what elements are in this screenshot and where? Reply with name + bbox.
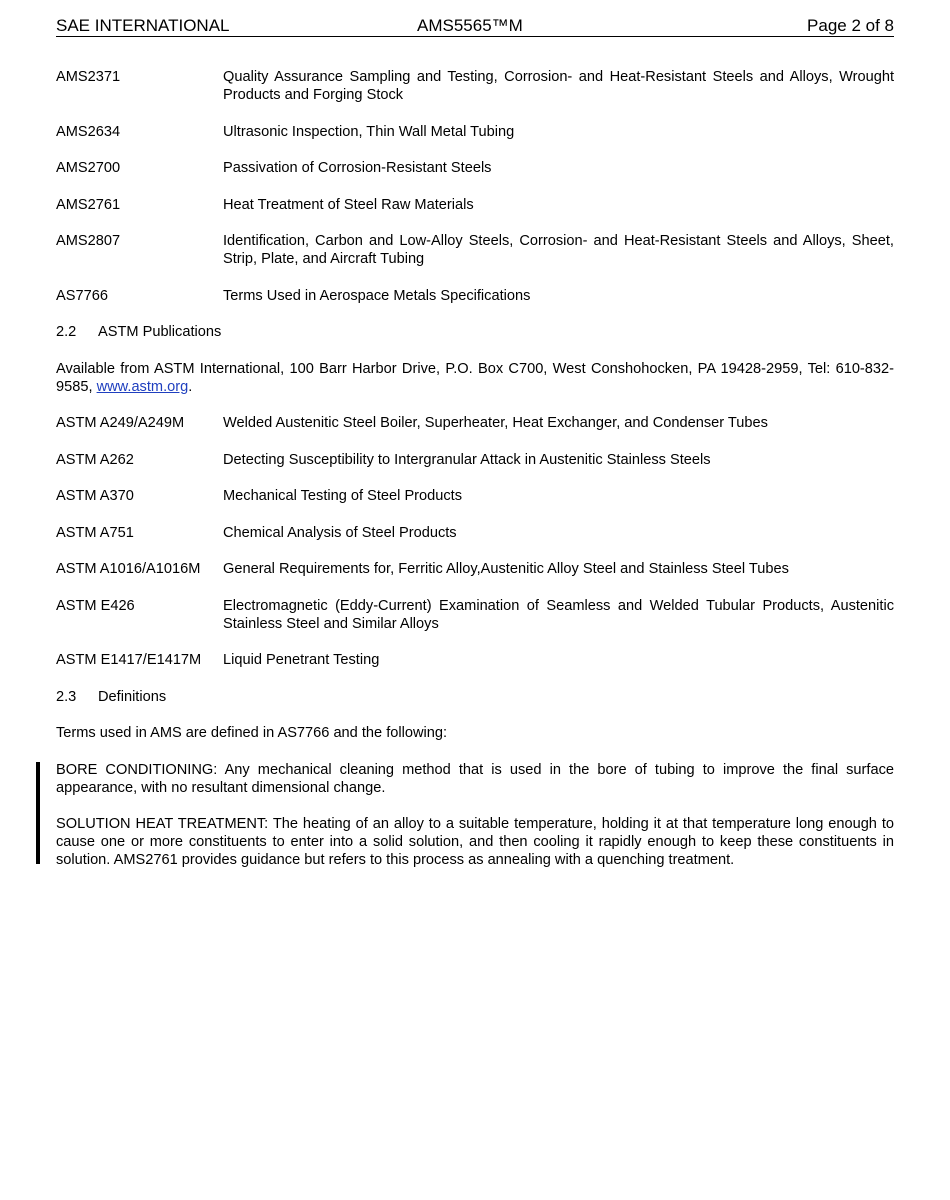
reference-code: AMS2634	[56, 123, 121, 140]
reference-code: AMS2807	[56, 233, 121, 249]
reference-item	[56, 651, 894, 669]
reference-code: AMS2371	[56, 69, 121, 85]
reference-title: Heat Treatment of Steel Raw Materials	[223, 196, 474, 213]
reference-item	[56, 414, 894, 432]
reference-title: Ultrasonic Inspection, Thin Wall Metal Tubing	[223, 123, 515, 140]
reference-title: Liquid Penetrant Testing	[223, 652, 380, 668]
reference-code: AMS2700	[56, 160, 121, 176]
section-number: 2.3	[56, 688, 77, 705]
definition-solution-heat-treatment: SOLUTION HEAT TREATMENT: The heating of an alloy to a suitable temperature, holding it at that temperature long enough to cause one or more constituents to enter into a solid solution, and then cooling it rapidly enough to keep these constituents in solution. AMS2761 provides guidance but refers to this process as annealing with a quenching treatment.	[56, 816, 894, 868]
reference-title: Chemical Analysis of Steel Products	[223, 524, 457, 541]
reference-item	[56, 451, 894, 469]
reference-item	[56, 159, 894, 177]
page-content	[56, 68, 894, 888]
revision-change-bar	[36, 762, 40, 864]
availability-trailing: .	[188, 378, 193, 395]
reference-code: AMS2761	[56, 196, 121, 213]
definitions-intro: Terms used in AMS are defined in AS7766 and the following:	[56, 725, 448, 741]
reference-code: AS7766	[56, 287, 108, 304]
reference-code: ASTM A249/A249M	[56, 415, 185, 431]
header-page-number: Page 2 of 8	[807, 16, 894, 35]
reference-item	[56, 487, 894, 505]
section-number: 2.2	[56, 324, 77, 340]
availability-text: Available from ASTM International, 100 Barr Harbor Drive, P.O. Box C700, West Conshohocken, PA 19428-2959, Tel: 610-832-9585,	[56, 360, 894, 395]
reference-title: General Requirements for, Ferritic Alloy,Austenitic Alloy Steel and Stainless Steel Tubes	[223, 561, 789, 577]
header-doc-id: AMS5565™M	[417, 16, 523, 35]
reference-item	[56, 597, 894, 633]
reference-title: Identification, Carbon and Low-Alloy Steels, Corrosion- and Heat-Resistant Steels and Alloys, Sheet, Strip, Plate, and Aircraft Tubing	[223, 233, 894, 267]
header-org: SAE INTERNATIONAL	[56, 16, 230, 35]
reference-code: ASTM A751	[56, 524, 134, 541]
page-header	[56, 16, 894, 37]
reference-title: Welded Austenitic Steel Boiler, Superheater, Heat Exchanger, and Condenser Tubes	[223, 415, 768, 431]
reference-item	[56, 196, 894, 214]
reference-item	[56, 68, 894, 104]
reference-item	[56, 232, 894, 268]
reference-code: ASTM A370	[56, 488, 134, 504]
document-page	[56, 16, 894, 868]
reference-item	[56, 123, 894, 141]
reference-title: Quality Assurance Sampling and Testing, Corrosion- and Heat-Resistant Steels and Alloys, Wrought Products and Forging Stock	[223, 69, 894, 103]
reference-title: Electromagnetic (Eddy-Current) Examination of Seamless and Welded Tubular Products, Austenitic Stainless Steel and Similar Alloys	[223, 597, 894, 632]
ams-reference-list	[56, 68, 894, 305]
reference-code: ASTM E1417/E1417M	[56, 652, 202, 668]
definition-bore-conditioning: BORE CONDITIONING: Any mechanical cleaning method that is used in the bore of tubing to improve the final surface appearance, with no resultant dimensional change.	[56, 761, 894, 796]
reference-title: Detecting Susceptibility to Intergranular Attack in Austenitic Stainless Steels	[223, 451, 711, 468]
astm-availability-paragraph	[56, 360, 894, 396]
reference-item	[56, 560, 894, 578]
reference-title: Terms Used in Aerospace Metals Specifications	[223, 287, 531, 304]
reference-title: Mechanical Testing of Steel Products	[223, 488, 463, 504]
section-heading-definitions	[56, 688, 894, 706]
astm-website-link[interactable]: www.astm.org	[96, 378, 189, 395]
section-heading-astm	[56, 323, 894, 341]
astm-reference-list	[56, 414, 894, 669]
reference-code: ASTM A262	[56, 451, 134, 468]
section-title: ASTM Publications	[98, 324, 222, 340]
reference-code: ASTM E426	[56, 597, 135, 614]
reference-code: ASTM A1016/A1016M	[56, 561, 201, 577]
reference-item	[56, 287, 894, 305]
reference-item	[56, 524, 894, 542]
reference-title: Passivation of Corrosion-Resistant Steels	[223, 160, 492, 176]
section-title: Definitions	[98, 688, 167, 705]
